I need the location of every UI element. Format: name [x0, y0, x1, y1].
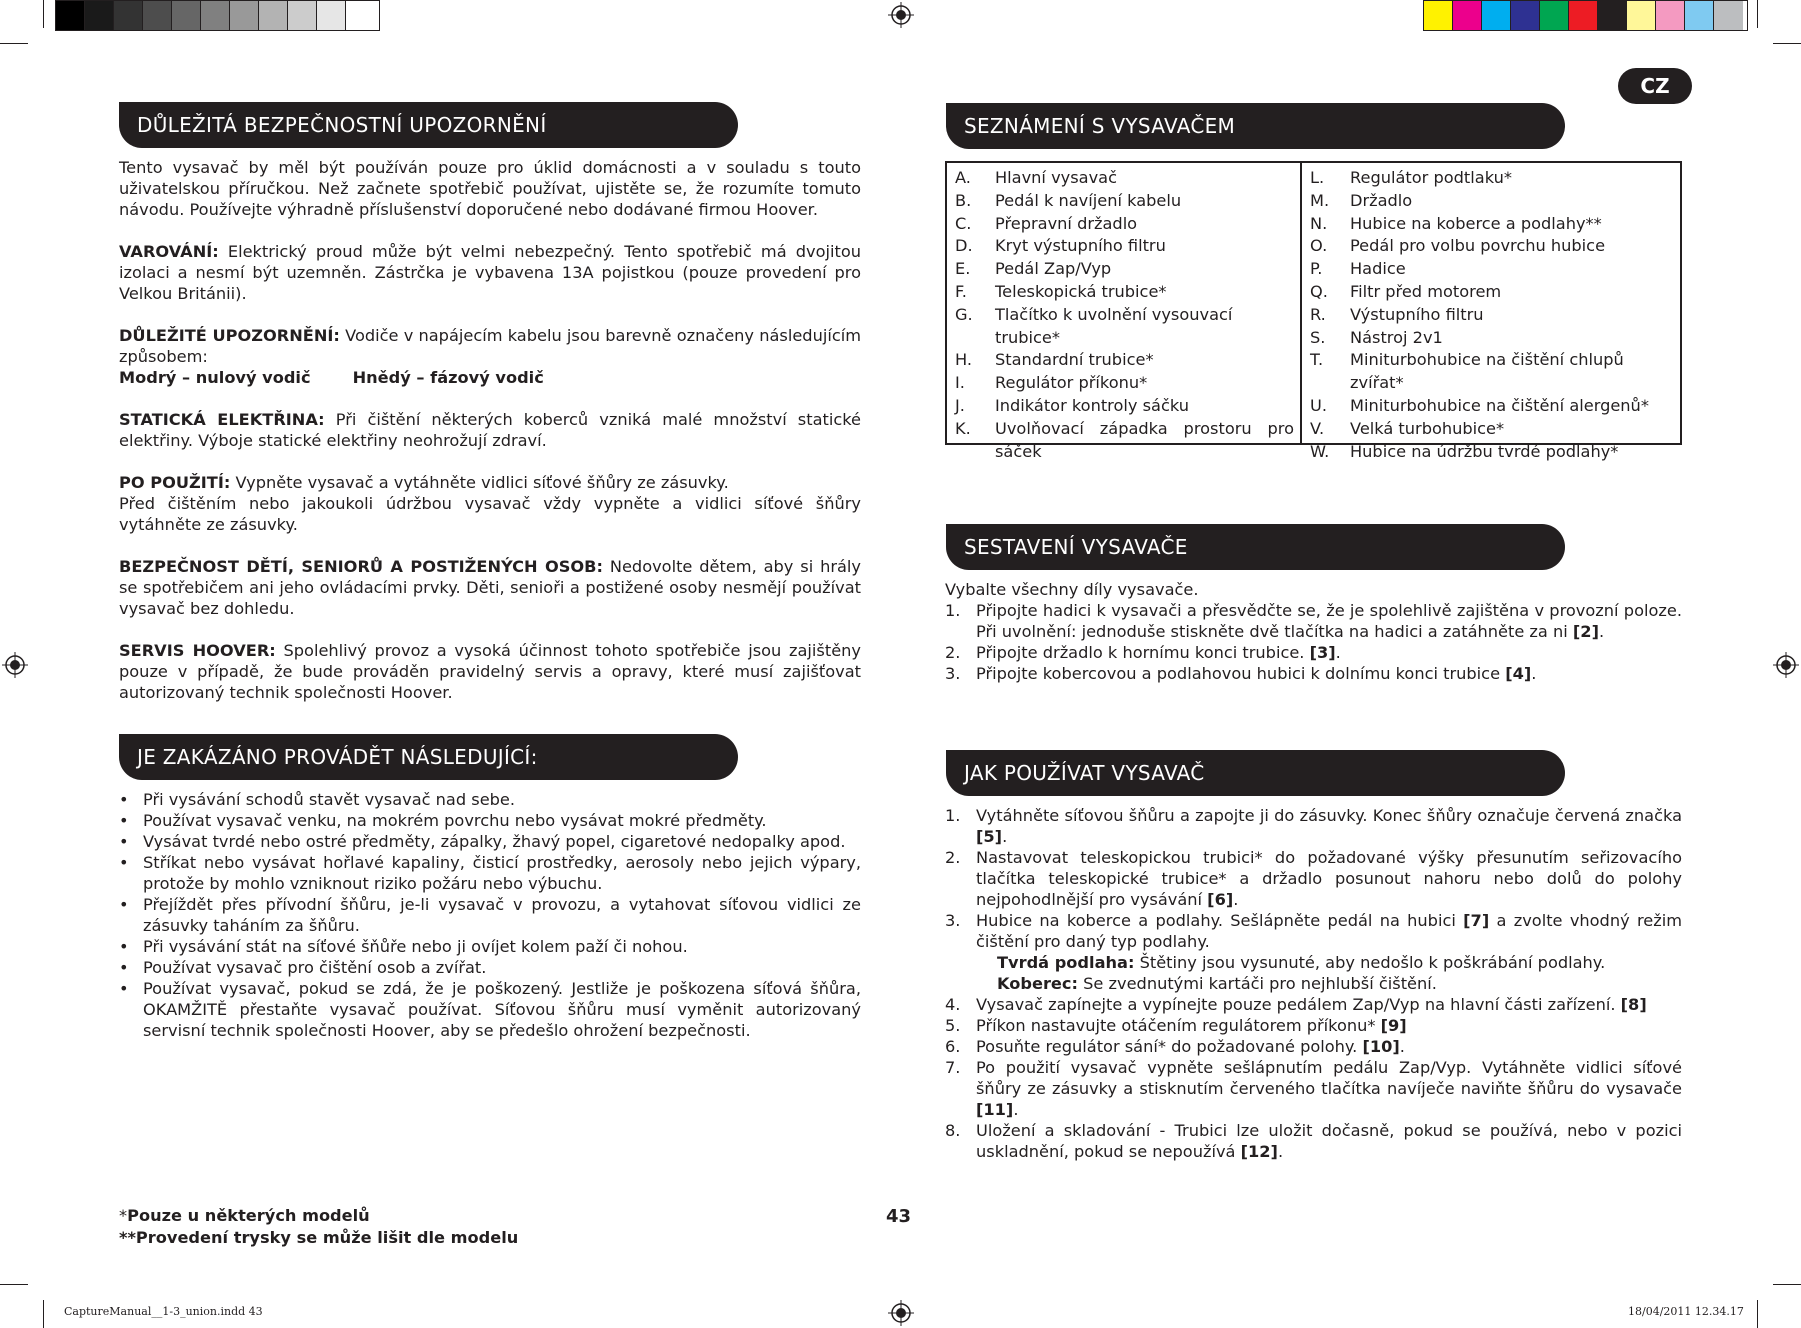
assembly-section-title: SESTAVENÍ VYSAVAČE — [946, 524, 1565, 570]
step-text — [976, 805, 1682, 847]
safety-section-title: DŮLEŽITÁ BEZPEČNOSTNÍ UPOZORNĚNÍ — [119, 102, 738, 148]
figure-reference: [10] — [1362, 1037, 1400, 1056]
part-name: Hubice na údržbu tvrdé podlahy* — [1350, 441, 1619, 461]
list-item — [945, 847, 1682, 910]
part-letter: F. — [955, 281, 967, 301]
part-name: Filtr před motorem — [1350, 281, 1502, 301]
process-swatch — [1424, 1, 1453, 30]
warning-label: VAROVÁNÍ: — [119, 242, 219, 261]
list-item: • Při vysávání stát na síťové šňůře nebo ji ovíjet kolem paží či nohou. — [119, 936, 861, 957]
grayscale-swatch — [143, 1, 172, 30]
table-row — [1310, 190, 1674, 213]
list-item: • Používat vysavač pro čištění osob a zvířat. — [119, 957, 861, 978]
step-body: Hubice na koberce a podlahy. Sešlápněte pedál na hubici — [976, 911, 1464, 930]
table-row — [955, 418, 1294, 464]
table-row — [955, 281, 1294, 304]
step-body: Vysavač zapínejte a vypínejte pouze pedálem Zap/Vyp na hlavní části zařízení. — [976, 995, 1621, 1014]
list-item: • Stříkat nebo vysávat hořlavé kapaliny, čisticí prostředky, aerosoly nebo jejich výpary, protože by mohlo vzniknout riziko požáru nebo výbuchu. — [119, 853, 861, 893]
step-end: . — [1531, 664, 1537, 683]
step-number: 1. — [945, 601, 961, 620]
forbidden-list — [119, 789, 861, 1041]
page-number: 43 — [886, 1206, 912, 1227]
list-item — [945, 663, 1682, 684]
step-body: Připojte kobercovou a podlahovou hubici k dolnímu konci trubice — [976, 664, 1506, 683]
crop-mark — [0, 43, 28, 44]
warning-text: Elektrický proud může být velmi nebezpečný. Tento spotřebič má dvojitou izolaci a nesmí být uzemněn. Zástrčka je vybavena 13A pojistkou (pouze provedení pro Velkou Británii). — [119, 242, 861, 303]
figure-reference: [7] — [1463, 911, 1490, 930]
figure-reference: [4] — [1505, 664, 1532, 683]
table-row — [955, 395, 1294, 418]
static-label: STATICKÁ ELEKTŘINA: — [119, 410, 325, 429]
important-label: DŮLEŽITÉ UPOZORNĚNÍ: — [119, 326, 340, 345]
list-item — [945, 642, 1682, 663]
figure-reference: [11] — [976, 1100, 1014, 1119]
hard-floor-note — [945, 952, 1682, 973]
part-letter: G. — [955, 304, 973, 324]
static-paragraph — [119, 409, 861, 451]
step-text — [976, 1036, 1682, 1057]
list-item — [945, 805, 1682, 847]
part-name: Hubice na koberce a podlahy** — [1350, 213, 1602, 233]
step-end: . — [1399, 1037, 1405, 1056]
table-row — [1310, 281, 1674, 304]
step-number: 2. — [945, 643, 961, 662]
list-item-text: Stříkat nebo vysávat hořlavé kapaliny, čisticí prostředky, aerosoly nebo jejich výpary, protože by mohlo vzniknout riziko požáru nebo výbuchu. — [143, 853, 861, 893]
list-item — [945, 1036, 1682, 1057]
static-text: Při čištění některých koberců vzniká malé množství statické elektřiny. Výboje statické elektřiny neohrožují zdraví. — [119, 410, 861, 450]
part-letter: V. — [1310, 418, 1325, 438]
children-paragraph — [119, 556, 861, 619]
part-name: Kryt výstupního filtru — [995, 236, 1166, 256]
process-swatch — [1569, 1, 1598, 30]
part-name: Držadlo — [1350, 190, 1413, 210]
step-number: 3. — [945, 911, 961, 930]
part-letter: M. — [1310, 190, 1330, 210]
footnote-models-text: Pouze u některých modelů — [127, 1206, 370, 1225]
process-swatch — [1598, 1, 1627, 30]
step-body: Posuňte regulátor sání* do požadované polohy. — [976, 1037, 1363, 1056]
usage-steps — [945, 805, 1682, 1162]
process-swatch — [1656, 1, 1685, 30]
part-name: Pedál pro volbu povrchu hubice — [1350, 236, 1606, 256]
process-color-bar — [1423, 0, 1748, 31]
part-name: Tlačítko k uvolnění vysouvací trubice* — [995, 304, 1233, 347]
part-name: Přepravní držadlo — [995, 213, 1138, 233]
part-name: Teleskopická trubice* — [995, 281, 1167, 301]
important-text: Vodiče v napájecím kabelu jsou barevně označeny následujícím způsobem: — [119, 326, 861, 366]
step-end: . — [1002, 827, 1008, 846]
list-item — [945, 600, 1682, 642]
grayscale-color-bar — [55, 0, 380, 31]
carpet-note-label: Koberec: — [997, 974, 1078, 993]
step-number: 6. — [945, 1037, 961, 1056]
figure-reference: [3] — [1309, 643, 1336, 662]
part-letter: Q. — [1310, 281, 1328, 301]
table-row — [955, 372, 1294, 395]
process-swatch — [1627, 1, 1656, 30]
figure-reference: [12] — [1240, 1142, 1278, 1161]
part-letter: K. — [955, 418, 971, 438]
assembly-intro: Vybalte všechny díly vysavače. — [945, 580, 1199, 599]
children-label: BEZPEČNOST DĚTÍ, SENIORŮ A POSTIŽENÝCH OSOB: — [119, 557, 603, 576]
table-row — [1310, 349, 1674, 395]
part-name: Indikátor kontroly sáčku — [995, 395, 1189, 415]
service-paragraph — [119, 640, 861, 703]
list-item — [945, 1057, 1682, 1120]
figure-reference: [2] — [1572, 622, 1599, 641]
part-name: Hadice — [1350, 259, 1406, 279]
important-paragraph — [119, 325, 861, 367]
part-letter: T. — [1310, 350, 1324, 370]
part-letter: D. — [955, 236, 973, 256]
step-body: Připojte držadlo k hornímu konci trubice. — [976, 643, 1310, 662]
table-row — [1310, 395, 1674, 418]
grayscale-swatch — [85, 1, 114, 30]
table-row — [955, 167, 1294, 190]
figure-reference: [5] — [976, 827, 1003, 846]
crop-mark — [1773, 1284, 1801, 1285]
after-use-text: Vypněte vysavač a vytáhněte vidlici síťové šňůry ze zásuvky. — [230, 473, 729, 492]
part-letter: U. — [1310, 395, 1327, 415]
figure-reference: [6] — [1207, 890, 1234, 909]
usage-section-title: JAK POUŽÍVAT VYSAVAČ — [946, 750, 1565, 796]
table-row — [1310, 418, 1674, 441]
safety-section-body — [119, 157, 861, 703]
step-end: . — [1233, 890, 1239, 909]
crop-mark — [1757, 1300, 1758, 1328]
warning-paragraph — [119, 241, 861, 304]
part-letter: O. — [1310, 236, 1328, 256]
part-name: Nástroj 2v1 — [1350, 327, 1443, 347]
footnote-nozzle: **Provedení trysky se může lišit dle modelu — [119, 1228, 519, 1247]
part-letter: C. — [955, 213, 972, 233]
assembly-steps — [945, 600, 1682, 684]
hard-floor-note-label: Tvrdá podlaha: — [997, 953, 1135, 972]
figure-reference: [8] — [1620, 995, 1647, 1014]
table-row — [1310, 167, 1674, 190]
part-name: Regulátor příkonu* — [995, 373, 1148, 393]
grayscale-swatch — [288, 1, 317, 30]
part-letter: P. — [1310, 259, 1323, 279]
figure-reference: [9] — [1380, 1016, 1407, 1035]
process-swatch — [1482, 1, 1511, 30]
wire-blue: Modrý – nulový vodič — [119, 368, 311, 387]
registration-mark-icon — [888, 1300, 914, 1326]
part-name: Miniturbohubice na čištění alergenů* — [1350, 395, 1649, 415]
carpet-note — [945, 973, 1682, 994]
part-name: Regulátor podtlaku* — [1350, 168, 1512, 187]
step-text — [976, 994, 1682, 1015]
step-text — [976, 910, 1682, 952]
table-row — [1310, 258, 1674, 281]
list-item-text: Vysávat tvrdé nebo ostré předměty, zápalky, žhavý popel, cigaretové nedopalky apod. — [143, 832, 846, 851]
registration-mark-icon — [888, 2, 914, 28]
part-letter: A. — [955, 168, 971, 187]
part-name: Velká turbohubice* — [1350, 418, 1505, 438]
list-item-text: Používat vysavač, pokud se zdá, že je poškozený. Jestliže je poškozena síťová šňůra, OKAMŽITĚ přestaňte vysavač používat. Síťovou šňůru musí vyměnit autorizovaný servisní technik společnosti Hoover, aby se předešlo ohrožení bezpečnosti. — [143, 979, 861, 1040]
part-name: Pedál Zap/Vyp — [995, 259, 1112, 279]
step-text — [976, 600, 1682, 642]
step-number: 7. — [945, 1058, 961, 1077]
registration-mark-icon — [2, 652, 28, 678]
list-item — [945, 994, 1682, 1015]
list-item-text: Používat vysavač venku, na mokrém povrchu nebo vysávat mokré předměty. — [143, 811, 767, 830]
step-number: 8. — [945, 1121, 961, 1140]
part-name: Uvolňovací západka prostoru pro sáček — [995, 418, 1294, 461]
list-item: • Vysávat tvrdé nebo ostré předměty, zápalky, žhavý popel, cigaretové nedopalky apod. — [119, 831, 861, 852]
list-item — [945, 1120, 1682, 1162]
table-row — [955, 258, 1294, 281]
part-letter: E. — [955, 259, 971, 279]
process-swatch — [1511, 1, 1540, 30]
step-body: Nastavovat teleskopickou trubici* do požadované výšky přesunutím seřizovacího tlačítka teleskopické trubice* a držadlo posunout nahoru nebo dolů do polohy nejpohodlnější pro vysávání — [976, 848, 1682, 909]
table-row — [955, 235, 1294, 258]
crop-mark — [43, 0, 44, 28]
crop-mark — [1773, 43, 1801, 44]
parts-section-title: SEZNÁMENÍ S VYSAVAČEM — [946, 103, 1565, 149]
table-row — [1310, 304, 1674, 327]
part-name: Miniturbohubice na čištění chlupů zvířat* — [1350, 350, 1624, 393]
part-letter: I. — [955, 373, 965, 393]
wire-colors — [119, 367, 861, 388]
part-letter: W. — [1310, 441, 1330, 461]
step-number: 2. — [945, 848, 961, 867]
list-item: • Používat vysavač venku, na mokrém povrchu nebo vysávat mokré předměty. — [119, 810, 861, 831]
part-letter: L. — [1310, 168, 1325, 187]
step-end: a zvolte vhodný režim čištění pro daný typ podlahy. — [976, 911, 1682, 951]
process-swatch — [1453, 1, 1482, 30]
list-item-text: Používat vysavač pro čištění osob a zvířat. — [143, 958, 487, 977]
table-row — [1310, 213, 1674, 236]
list-item: • Používat vysavač, pokud se zdá, že je poškozený. Jestliže je poškozena síťová šňůra, OKAMŽITĚ přestaňte vysavač používat. Síťovou šňůru musí vyměnit autorizovaný servisní technik společnosti Hoover, aby se předešlo ohrožení bezpečnosti. — [119, 979, 861, 1040]
table-row — [955, 304, 1294, 350]
list-item-text: Při vysávání schodů stavět vysavač nad sebe. — [143, 790, 516, 809]
table-row — [1310, 327, 1674, 350]
carpet-note-text: Se zvednutými kartáči pro nejhlubší čištění. — [1077, 974, 1437, 993]
step-number: 5. — [945, 1016, 961, 1035]
parts-table — [945, 161, 1682, 461]
after-use-label: PO POUŽITÍ: — [119, 473, 231, 492]
service-text: Spolehlivý provoz a vysoká účinnost tohoto spotřebiče jsou zajištěny pouze v případě, že bude prováděn pravidelný servis a opravy, které musí zajišťovat autorizovaný technik společnosti Hoover. — [119, 641, 862, 702]
grayscale-swatch — [230, 1, 259, 30]
process-swatch — [1714, 1, 1743, 30]
grayscale-swatch — [114, 1, 143, 30]
list-item: • Při vysávání schodů stavět vysavač nad sebe. — [119, 789, 861, 810]
after-use-paragraph-2: Před čištěním nebo jakoukoli údržbou vysavač vždy vypněte a vidlici síťové šňůry vytáhněte ze zásuvky. — [119, 494, 861, 534]
step-text — [976, 642, 1682, 663]
part-name: Výstupního filtru — [1350, 304, 1484, 324]
step-end: . — [1277, 1142, 1284, 1161]
grayscale-swatch — [201, 1, 230, 30]
step-number: 1. — [945, 806, 961, 825]
part-name: Pedál k navíjení kabelu — [995, 190, 1182, 210]
slug-timestamp: 18/04/2011 12.34.17 — [1628, 1305, 1744, 1318]
step-body: Po použití vysavač vypněte sešlápnutím pedálu Zap/Vyp. Vytáhněte vidlici síťové šňůry ze zásuvky a stisknutím červeného tlačítka navíječe naviňte šňůru do vysavače — [976, 1058, 1682, 1098]
step-text — [976, 1120, 1682, 1162]
service-label: SERVIS HOOVER: — [119, 641, 276, 660]
step-text — [976, 1057, 1682, 1120]
wire-brown: Hnědý – fázový vodič — [352, 368, 544, 387]
table-row — [1310, 235, 1674, 258]
grayscale-swatch — [346, 1, 375, 30]
crop-mark — [1757, 0, 1758, 28]
list-item — [945, 1015, 1682, 1036]
part-letter: N. — [1310, 213, 1328, 233]
step-body: Připojte hadici k vysavači a přesvědčte se, že je spolehlivě zajištěna v provozní poloze. Při uvolnění: jednoduše stiskněte dvě tlačítka na hadici a zatáhněte za ni — [976, 601, 1682, 641]
step-end: . — [1335, 643, 1341, 662]
table-row — [955, 349, 1294, 372]
grayscale-swatch — [317, 1, 346, 30]
list-item-text: Přejíždět přes přívodní šňůru, je-li vysavač v provozu, a vytahovat síťovou vidlici ze zásuvky taháním za šňůru. — [143, 895, 861, 935]
step-body: Vytáhněte síťovou šňůru a zapojte ji do zásuvky. Konec šňůry označuje červená značka — [976, 806, 1682, 825]
parts-column-right — [1300, 163, 1680, 461]
part-letter: J. — [955, 395, 965, 415]
step-text — [976, 663, 1682, 684]
slug-filename: CaptureManual__1-3_union.indd 43 — [64, 1305, 263, 1318]
part-letter: H. — [955, 350, 973, 370]
registration-mark-icon — [1773, 652, 1799, 678]
after-use-paragraph — [119, 472, 861, 493]
part-letter: S. — [1310, 327, 1326, 347]
safety-intro: Tento vysavač by měl být používán pouze pro úklid domácnosti a v souladu s touto uživatelskou příručkou. Než začnete spotřebič používat, ujistěte se, že rozumíte tomuto návodu. Používejte výhradně příslušenství doporučené nebo dodávané firmou Hoover. — [119, 158, 861, 219]
language-badge: CZ — [1618, 68, 1692, 104]
list-item: • Přejíždět přes přívodní šňůru, je-li vysavač v provozu, a vytahovat síťovou vidlici ze zásuvky taháním za šňůru. — [119, 895, 861, 935]
part-name: Standardní trubice* — [995, 350, 1154, 370]
part-letter: B. — [955, 190, 972, 210]
grayscale-swatch — [259, 1, 288, 30]
crop-mark — [0, 1284, 28, 1285]
process-swatch — [1540, 1, 1569, 30]
hard-floor-note-text: Štětiny jsou vysunuté, aby nedošlo k poškrábání podlahy. — [1134, 953, 1606, 972]
step-end: . — [1598, 622, 1605, 641]
process-swatch — [1685, 1, 1714, 30]
forbidden-section-title: JE ZAKÁZÁNO PROVÁDĚT NÁSLEDUJÍCÍ: — [119, 734, 738, 780]
part-name: Hlavní vysavač — [995, 168, 1117, 187]
list-item — [945, 910, 1682, 952]
list-item-text: Při vysávání stát na síťové šňůře nebo ji ovíjet kolem paží či nohou. — [143, 937, 688, 956]
grayscale-swatch — [56, 1, 85, 30]
parts-column-left — [947, 163, 1300, 461]
footnote-models — [119, 1205, 370, 1227]
step-number: 4. — [945, 995, 961, 1014]
step-number: 3. — [945, 664, 961, 683]
part-letter: R. — [1310, 304, 1326, 324]
crop-mark — [43, 1300, 44, 1328]
step-body: Příkon nastavujte otáčením regulátorem příkonu* — [976, 1016, 1381, 1035]
children-text: Nedovolte dětem, aby si hrály se spotřebičem ani jeho ovládacími prvky. Děti, senioři a postižené osoby nesmějí používat vysavač bez dohledu. — [119, 557, 861, 618]
footnote-star: * — [119, 1206, 128, 1225]
grayscale-swatch — [172, 1, 201, 30]
step-end: . — [1013, 1100, 1019, 1119]
step-text — [976, 1015, 1682, 1036]
step-text — [976, 847, 1682, 910]
table-row — [955, 213, 1294, 236]
table-row — [955, 190, 1294, 213]
table-row — [1310, 441, 1674, 464]
step-body: Uložení a skladování - Trubici lze uložit dočasně, pokud se používá, nebo v pozici uskladnění, pokud se nepoužívá — [976, 1121, 1682, 1161]
